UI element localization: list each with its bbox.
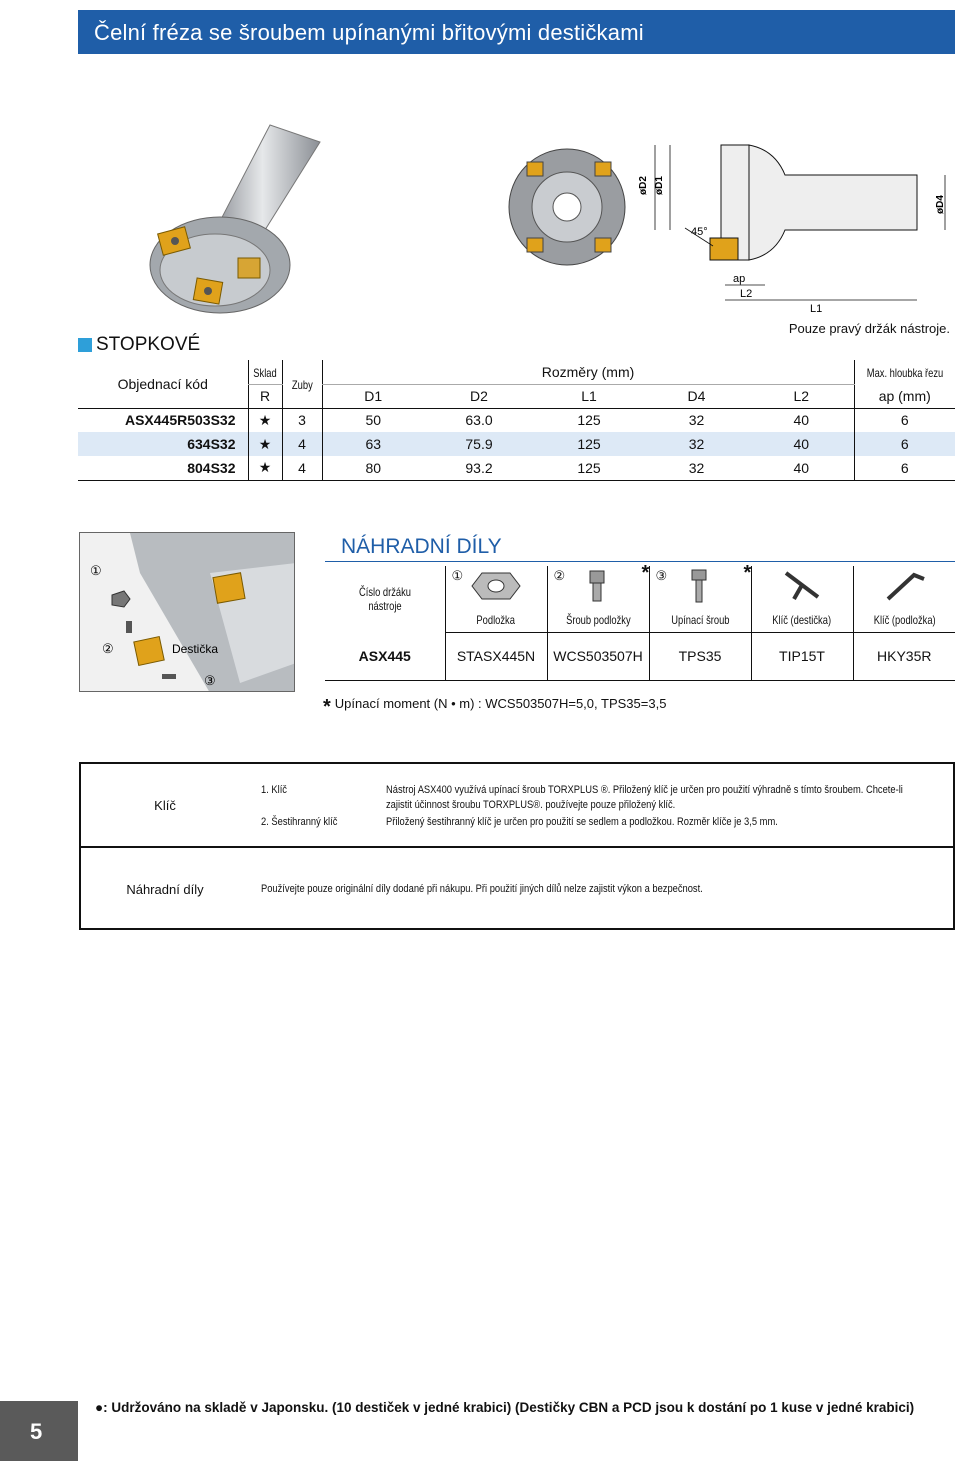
technical-drawing (505, 140, 955, 315)
section-square-icon (78, 338, 92, 352)
code-key-insert: TIP15T (751, 632, 853, 680)
col-order-code: Objednací kód (78, 360, 248, 408)
row-code: ASX445R503S32 (124, 412, 236, 429)
row-d2: 63.0 (465, 412, 493, 429)
spare-parts-photo (79, 532, 295, 692)
table-row (78, 432, 955, 456)
col-d4: D4 (644, 384, 749, 408)
row-d1: 80 (322, 456, 424, 480)
row-l1: 125 (577, 412, 601, 429)
row-code: 634S32 (187, 436, 236, 452)
code-clamp-screw: TPS35 (649, 632, 751, 680)
key1-text-b: zajistit účinnost šroubu TORXPLUS®. používejte pouze přiložený klíč. (386, 799, 676, 811)
cutter-side-view (655, 145, 945, 300)
holder-number-label: Číslo držáku nástroje (358, 585, 411, 613)
holder-code: ASX445 (325, 632, 445, 680)
notes-spare-text: Používejte pouze originální díly dodané při nákupu. Při použití jiných dílů nelze zajistit výkon a bezpečnost. (261, 883, 703, 895)
right-hand-note: Pouze pravý držák nástroje. (788, 321, 950, 336)
row-ap: 6 (854, 456, 955, 480)
key1-title: 1. Klíč (261, 784, 287, 796)
col-ap-unit: ap (mm) (854, 384, 955, 408)
row-l1: 125 (577, 436, 601, 452)
hex-key-icon (874, 567, 934, 605)
notes-key-label: Klíč (154, 798, 176, 813)
row-l2: 40 (793, 436, 810, 452)
label-d2: øD2 (638, 176, 649, 195)
label-ap: ap (733, 273, 746, 285)
torx-key-icon (772, 567, 832, 605)
col-max-depth: Max. hloubka řezu (866, 366, 943, 380)
label-angle: 45° (691, 226, 708, 238)
washer-screw-icon (568, 567, 628, 605)
spare-parts-header (325, 532, 955, 562)
title-banner (78, 10, 955, 54)
code-key-washer: HKY35R (853, 632, 955, 680)
label-l1: L1 (810, 303, 823, 315)
row-d4: 32 (644, 456, 749, 480)
end-mill-photo (120, 120, 350, 330)
col-d1: D1 (322, 384, 424, 408)
marker-3: ③ (655, 568, 668, 583)
torque-asterisk: * (323, 696, 331, 718)
torque-note (323, 696, 666, 719)
table-row (78, 408, 955, 432)
row-d4: 32 (688, 412, 705, 429)
part-label-key-washer: Klíč (podložka) (873, 612, 936, 627)
row-l1: 125 (534, 456, 644, 480)
section-title (78, 334, 200, 356)
section-title-text: STOPKOVÉ (96, 334, 201, 355)
stock-legend: ●: Udržováno na skladě v Japonsku. (10 destiček v jedné krabici) (Destičky CBN a PCD jsou k dostání po 1 kuse v jedné krabici) (95, 1400, 915, 1415)
row-d2: 75.9 (465, 436, 493, 452)
col-d2: D2 (424, 384, 534, 408)
notes-spare-label: Náhradní díly (126, 882, 204, 897)
photo-label-insert: Destička (172, 642, 219, 656)
photo-label-2: ② (102, 641, 114, 656)
page-title: Čelní fréza se šroubem upínanými břitovými destičkami (94, 20, 644, 45)
marker-2: ② (553, 568, 566, 583)
page-number-box (0, 1401, 78, 1461)
col-l1: L1 (534, 384, 644, 408)
code-washer: STASX445N (445, 632, 547, 680)
notes-key-row (81, 764, 953, 848)
stock-star-icon: ★ (248, 408, 282, 432)
row-d1: 63 (322, 432, 424, 456)
col-teeth: Zuby (291, 377, 313, 392)
marker-1: ① (451, 568, 464, 583)
col-stock-r: R (248, 384, 282, 408)
row-teeth: 4 (282, 456, 322, 480)
row-l2: 40 (749, 456, 854, 480)
label-d1: øD1 (654, 176, 665, 195)
stock-star-icon: ★ (248, 456, 282, 480)
spare-parts-table (325, 562, 955, 681)
row-ap: 6 (854, 408, 955, 432)
page-number: 5 (30, 1419, 43, 1444)
row-teeth: 3 (282, 408, 322, 432)
row-teeth: 4 (282, 432, 322, 456)
key2-title: 2. Šestihranný klíč (261, 816, 338, 828)
stock-star-icon: ★ (248, 432, 282, 456)
photo-label-3: ③ (204, 673, 216, 688)
row-d2: 93.2 (424, 456, 534, 480)
table-row (325, 632, 955, 680)
key2-text: Přiložený šestihranný klíč je určen pro použití se sedlem a podložkou. Rozměr klíče je 3,5 mm. (386, 816, 778, 828)
key1-text-a: Nástroj ASX400 využívá upínací šroub TORXPLUS ®. Přiložený klíč je určen pro použití výhradně s tímto šroubem. Chcete-li (386, 784, 903, 796)
col-l2: L2 (749, 384, 854, 408)
asterisk-washer-screw: * (641, 562, 650, 584)
torque-text: Upínací moment (N • m) : WCS503507H=5,0, TPS35=3,5 (334, 696, 667, 711)
part-label-key-insert: Klíč (destička) (772, 612, 832, 627)
spec-table (78, 360, 955, 481)
table-row (78, 456, 955, 480)
photo-label-1: ① (90, 563, 102, 578)
row-d1: 50 (322, 408, 424, 432)
code-washer-screw: WCS503507H (547, 632, 649, 680)
asterisk-clamp-screw: * (743, 562, 752, 584)
part-label-clamp-screw: Upínací šroub (670, 612, 730, 627)
washer-icon (466, 567, 526, 605)
clamp-screw-icon (670, 567, 730, 605)
cutter-end-view (509, 149, 625, 265)
notes-box (79, 762, 955, 930)
spare-parts-title: NÁHRADNÍ DÍLY (341, 535, 502, 558)
part-label-washer-screw: Šroub podložky (565, 612, 631, 627)
col-dimensions: Rozměry (mm) (322, 360, 854, 384)
col-stock: Sklad (253, 365, 277, 380)
part-label-washer: Podložka (476, 612, 516, 627)
row-d4: 32 (688, 436, 705, 452)
row-ap: 6 (854, 432, 955, 456)
row-code: 804S32 (78, 456, 248, 480)
row-l2: 40 (793, 412, 810, 429)
label-l2: L2 (740, 288, 753, 300)
label-d4: øD4 (935, 195, 946, 214)
